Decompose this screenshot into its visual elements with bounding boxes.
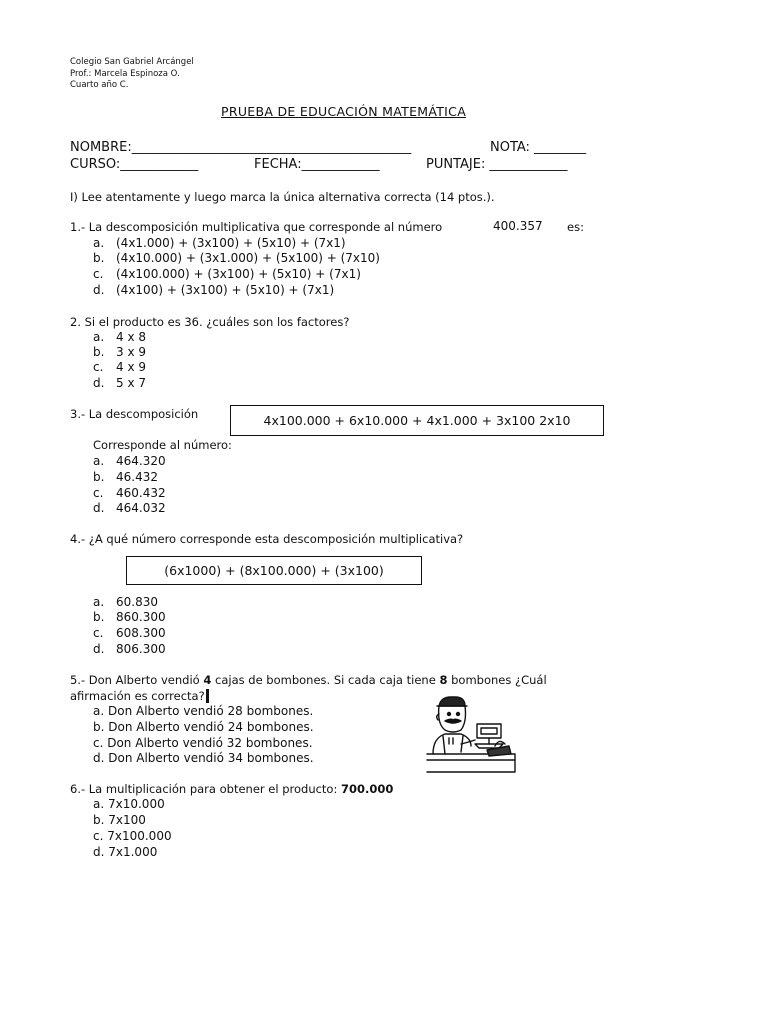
q4-decomposition-box: (6x1000) + (8x100.000) + (3x100) [126, 556, 422, 585]
q5-text-line1 [70, 673, 547, 687]
fecha-field[interactable]: FECHA:____________ [254, 157, 380, 172]
q1-option[interactable]: (4x100) + (3x100) + (5x10) + (7x1) [116, 283, 335, 297]
q2-option[interactable]: 3 x 9 [116, 345, 146, 359]
text-cursor [206, 689, 209, 703]
q3-subtext: Corresponde al número: [93, 438, 232, 452]
q1-option-letter[interactable]: d. [93, 283, 105, 297]
q1-option-letter[interactable]: b. [93, 251, 105, 265]
q2-option-letter[interactable]: c. [93, 360, 104, 374]
q3-option[interactable]: 460.432 [116, 486, 166, 500]
q1-option-letter[interactable]: c. [93, 267, 104, 281]
q3-option-letter[interactable]: b. [93, 470, 105, 484]
q1-option[interactable]: (4x100.000) + (3x100) + (5x10) + (7x1) [116, 267, 361, 281]
q3-option[interactable]: 464.032 [116, 501, 166, 515]
q3-text: 3.- La descomposición [70, 407, 199, 421]
q3-option[interactable]: 46.432 [116, 470, 158, 484]
q3-option[interactable]: 464.320 [116, 454, 166, 468]
puntaje-field[interactable]: PUNTAJE: ____________ [426, 157, 568, 172]
curso-field[interactable]: CURSO:____________ [70, 157, 199, 172]
q4-option[interactable]: 60.830 [116, 595, 158, 609]
q1-number: 400.357 [493, 219, 543, 233]
q3-option-letter[interactable]: a. [93, 454, 105, 468]
q6-product: 700.000 [341, 782, 394, 796]
q1-text: 1.- La descomposición multiplicativa que corresponde al número [70, 220, 443, 234]
q3-option-letter[interactable]: c. [93, 486, 104, 500]
shopkeeper-illustration-icon [425, 694, 517, 776]
q5-option[interactable]: c. Don Alberto vendió 32 bombones. [93, 736, 313, 750]
q4-text: 4.- ¿A qué número corresponde esta descomposición multiplicativa? [70, 532, 464, 546]
nombre-field[interactable]: NOMBRE:___________________________________________ [70, 140, 412, 155]
q2-option-letter[interactable]: a. [93, 330, 105, 344]
q1-option[interactable]: (4x10.000) + (3x1.000) + (5x100) + (7x10) [116, 251, 380, 265]
q6-option[interactable]: d. 7x1.000 [93, 845, 158, 859]
q2-option[interactable]: 5 x 7 [116, 376, 146, 390]
teacher-name: Prof.: Marcela Espinoza O. [70, 69, 180, 79]
q4-option[interactable]: 608.300 [116, 626, 166, 640]
q6-text-line [70, 782, 393, 796]
course-name: Cuarto año C. [70, 80, 129, 90]
q5-per-box-count: 8 [439, 673, 448, 687]
q6-option[interactable]: c. 7x100.000 [93, 829, 172, 843]
q4-option[interactable]: 860.300 [116, 610, 166, 624]
q5-text-line2-label: afirmación es correcta? [70, 689, 205, 703]
q2-option[interactable]: 4 x 8 [116, 330, 146, 344]
q5-boxes-count: 4 [203, 673, 212, 687]
school-name: Colegio San Gabriel Arcángel [70, 57, 194, 67]
q1-option-letter[interactable]: a. [93, 236, 105, 250]
exam-title: PRUEBA DE EDUCACIÓN MATEMÁTICA [221, 104, 467, 119]
instructions: I) Lee atentamente y luego marca la única alternativa correcta (14 ptos.). [70, 190, 495, 204]
q2-option-letter[interactable]: d. [93, 376, 105, 390]
q4-option-letter[interactable]: c. [93, 626, 104, 640]
q2-option[interactable]: 4 x 9 [116, 360, 146, 374]
q3-option-letter[interactable]: d. [93, 501, 105, 515]
q4-option-letter[interactable]: a. [93, 595, 105, 609]
q1-option[interactable]: (4x1.000) + (3x100) + (5x10) + (7x1) [116, 236, 346, 250]
q6-text: 6.- La multiplicación para obtener el producto: [70, 782, 338, 796]
q5-option[interactable]: a. Don Alberto vendió 28 bombones. [93, 704, 314, 718]
q5-text-line2 [70, 689, 209, 703]
q3-decomposition-box: 4x100.000 + 6x10.000 + 4x1.000 + 3x100 2x10 [230, 405, 604, 436]
q1-suffix: es: [567, 220, 584, 234]
q5-text-c: bombones ¿Cuál [451, 673, 547, 687]
q4-option-letter[interactable]: b. [93, 610, 105, 624]
q2-text: 2. Si el producto es 36. ¿cuáles son los factores? [70, 315, 350, 329]
q6-option[interactable]: a. 7x10.000 [93, 797, 165, 811]
q4-option[interactable]: 806.300 [116, 642, 166, 656]
q2-option-letter[interactable]: b. [93, 345, 105, 359]
q6-option[interactable]: b. 7x100 [93, 813, 146, 827]
q5-text-b: cajas de bombones. Si cada caja tiene [215, 673, 436, 687]
q5-option[interactable]: d. Don Alberto vendió 34 bombones. [93, 751, 314, 765]
nota-field[interactable]: NOTA: ________ [490, 140, 587, 155]
q4-option-letter[interactable]: d. [93, 642, 105, 656]
q5-option[interactable]: b. Don Alberto vendió 24 bombones. [93, 720, 314, 734]
q5-text-a: 5.- Don Alberto vendió [70, 673, 200, 687]
